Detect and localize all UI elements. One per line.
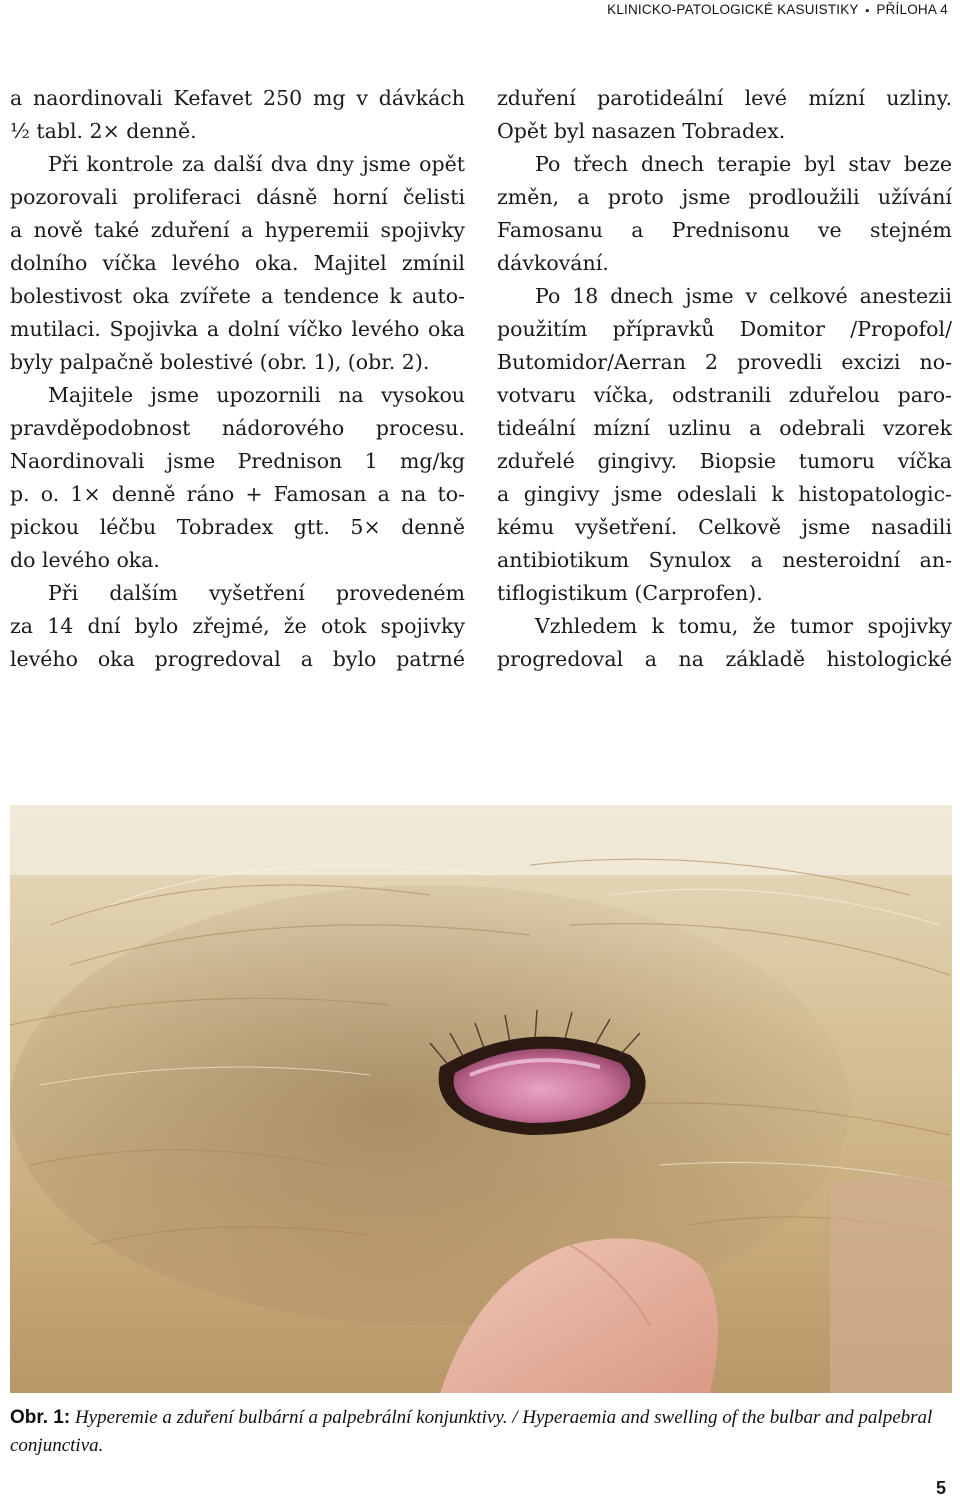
text-line: tiflogistikum (Carprofen). bbox=[497, 581, 763, 605]
text-line: levého oka progredoval a bylo patrné bbox=[10, 647, 465, 671]
figure-caption-text: Hyperemie a zduření bulbární a palpebrální konjunktivy. / Hyperaemia and swelling of the bulbar and palpebral conjunctiva. bbox=[10, 1407, 933, 1456]
text-line: dolního víčka levého oka. Majitel zmínil bbox=[10, 251, 465, 275]
text-line: a naordinovali Kefavet 250 mg v dávkách bbox=[10, 86, 465, 110]
text-line: Naordinovali jsme Prednison 1 mg/kg bbox=[10, 449, 465, 473]
page-number: 5 bbox=[935, 1478, 946, 1498]
running-header bbox=[607, 2, 948, 17]
text-line: do levého oka. bbox=[10, 548, 160, 572]
text-line: Opět byl nasazen Tobradex. bbox=[497, 119, 786, 143]
text-line: pozorovali proliferaci dásně horní čelisti bbox=[10, 185, 465, 209]
text-line: a nově také zduření a hyperemii spojivky bbox=[10, 218, 465, 242]
eye-photograph bbox=[10, 805, 952, 1393]
text-line: kému vyšetření. Celkově jsme nasadili bbox=[497, 515, 952, 539]
text-line: dávkování. bbox=[497, 251, 609, 275]
left-text-column bbox=[10, 82, 465, 676]
text-line: pravděpodobnost nádorového procesu. bbox=[10, 416, 465, 440]
text-line: Po 18 dnech jsme v celkové anestezii bbox=[535, 284, 952, 308]
figure-photo bbox=[10, 805, 952, 1393]
text-line: a gingivy jsme odeslali k histopatologic- bbox=[497, 482, 952, 506]
figure-caption bbox=[10, 1404, 952, 1460]
right-text-column bbox=[497, 82, 952, 676]
text-line: bolestivost oka zvířete a tendence k auto- bbox=[10, 284, 465, 308]
text-line: Vzhledem k tomu, že tumor spojivky bbox=[535, 614, 952, 638]
text-line: Při kontrole za další dva dny jsme opět bbox=[48, 152, 465, 176]
text-line: Butomidor/Aerran 2 provedli excizi no- bbox=[497, 350, 952, 374]
text-line: za 14 dní bylo zřejmé, že otok spojivky bbox=[10, 614, 465, 638]
header-appendix-label: PŘÍLOHA 4 bbox=[876, 2, 948, 17]
text-line: Po třech dnech terapie byl stav beze bbox=[535, 152, 952, 176]
text-line: zduření parotideální levé mízní uzliny. bbox=[497, 86, 952, 110]
text-line: Při dalším vyšetření provedeném bbox=[48, 581, 465, 605]
text-line: mutilaci. Spojivka a dolní víčko levého oka bbox=[10, 317, 465, 341]
text-line: pickou léčbu Tobradex gtt. 5× denně bbox=[10, 515, 465, 539]
figure-caption-label: Obr. 1: bbox=[10, 1407, 71, 1428]
text-line: p. o. 1× denně ráno + Famosan a na to- bbox=[10, 482, 465, 506]
text-line: progredoval a na základě histologické bbox=[497, 647, 952, 671]
text-line: Majitele jsme upozornili na vysokou bbox=[48, 383, 465, 407]
text-line: votvaru víčka, odstranili zduřelou paro- bbox=[497, 383, 952, 407]
header-section-title: KLINICKO-PATOLOGICKÉ KASUISTIKY bbox=[607, 2, 859, 17]
text-line: Famosanu a Prednisonu ve stejném bbox=[497, 218, 952, 242]
text-line: antibiotikum Synulox a nesteroidní an- bbox=[497, 548, 952, 572]
text-line: zduřelé gingivy. Biopsie tumoru víčka bbox=[497, 449, 952, 473]
text-line: tideální mízní uzlinu a odebrali vzorek bbox=[497, 416, 952, 440]
text-line: ½ tabl. 2× denně. bbox=[10, 119, 197, 143]
header-separator: ▪ bbox=[865, 5, 870, 17]
text-line: byly palpačně bolestivé (obr. 1), (obr. 2). bbox=[10, 350, 430, 374]
text-line: změn, a proto jsme prodloužili užívání bbox=[497, 185, 952, 209]
text-line: použitím přípravků Domitor /Propofol/ bbox=[497, 317, 952, 341]
